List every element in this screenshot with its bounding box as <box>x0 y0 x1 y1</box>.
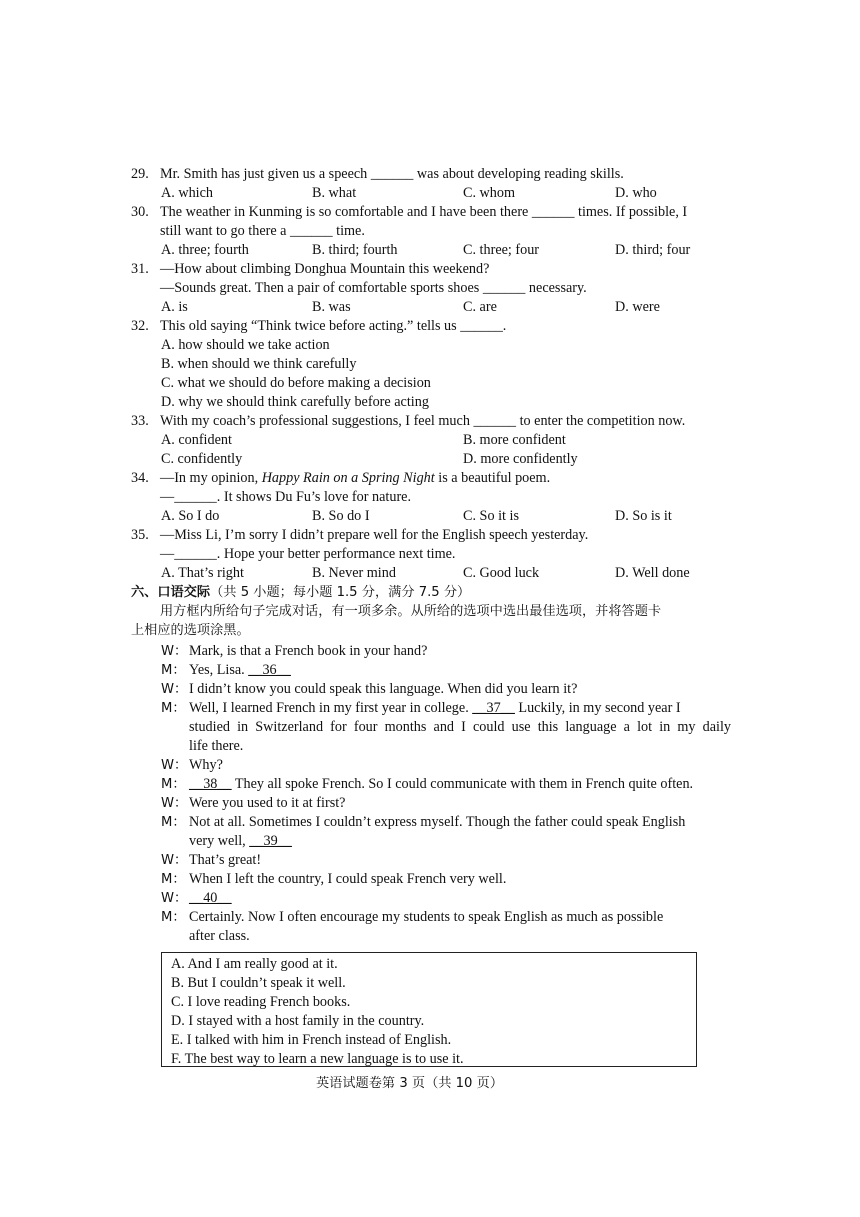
question-number: 29. <box>131 166 149 182</box>
question-number: 31. <box>131 261 149 277</box>
dialogue-line: W： __40__ <box>161 890 232 906</box>
option: A. That’s right <box>161 565 244 581</box>
question-number: 35. <box>131 527 149 543</box>
box-option: A. And I am really good at it. <box>171 956 338 972</box>
dialogue-line: M： Not at all. Sometimes I couldn’t express myself. Though the father could speak English <box>161 814 686 830</box>
option: C. Good luck <box>463 565 540 581</box>
option: D. who <box>615 185 657 201</box>
question-stem: —How about climbing Donghua Mountain this weekend? <box>160 261 490 277</box>
dialogue-line: W： Mark, is that a French book in your hand? <box>161 643 428 659</box>
option: C. So it is <box>463 508 519 524</box>
section-title: 六、口语交际（共 5 小题；每小题 1.5 分，满分 7.5 分） <box>131 585 471 600</box>
option: B. when should we think carefully <box>161 356 357 372</box>
option: D. third; four <box>615 242 691 258</box>
option: B. what <box>312 185 357 201</box>
answer-blank: __38__ <box>189 776 232 792</box>
question-stem: With my coach’s professional suggestions, I feel much ______ to enter the competition now. <box>160 413 686 429</box>
option: B. So do I <box>312 508 370 524</box>
section-instruction: 用方框内所给句子完成对话，有一项多余。从所给的选项中选出最佳选项，并将答题卡 <box>160 604 662 619</box>
dialogue-line: M： When I left the country, I could speak French very well. <box>161 871 507 887</box>
option: C. three; four <box>463 242 540 258</box>
poem-title: Happy Rain on a Spring Night <box>261 470 435 486</box>
option: A. three; fourth <box>161 242 249 258</box>
answer-blank: __40__ <box>189 890 232 906</box>
option: A. confident <box>161 432 232 448</box>
dialogue-line: M： Yes, Lisa. __36__ <box>161 662 291 678</box>
question-stem: —Sounds great. Then a pair of comfortable sports shoes ______ necessary. <box>160 280 587 296</box>
option: A. which <box>161 185 214 201</box>
question-stem: Mr. Smith has just given us a speech ______ was about developing reading skills. <box>160 166 624 182</box>
question-stem: This old saying “Think twice before acting.” tells us ______. <box>160 318 507 334</box>
option: A. So I do <box>161 508 220 524</box>
option: B. third; fourth <box>312 242 398 258</box>
box-option: C. I love reading French books. <box>171 994 351 1010</box>
question-number: 32. <box>131 318 149 334</box>
question-number: 33. <box>131 413 149 429</box>
question-stem: —______. It shows Du Fu’s love for nature. <box>160 489 412 505</box>
question-stem: —Miss Li, I’m sorry I didn’t prepare well for the English speech yesterday. <box>160 527 589 543</box>
answer-blank: __37__ <box>472 700 515 716</box>
dialogue-line: life there. <box>189 738 244 754</box>
dialogue-line: M： Certainly. Now I often encourage my students to speak English as much as possible <box>161 909 664 925</box>
option: C. are <box>463 299 497 315</box>
question-number: 34. <box>131 470 149 486</box>
question-stem: —______. Hope your better performance next time. <box>160 546 456 562</box>
answer-blank: __39__ <box>249 833 292 849</box>
dialogue-line: studied in Switzerland for four months and I could use this language a lot in my daily <box>189 719 731 735</box>
box-option: F. The best way to learn a new language is to use it. <box>171 1051 464 1067</box>
question-number: 30. <box>131 204 149 220</box>
box-option: D. I stayed with a host family in the country. <box>171 1013 425 1029</box>
box-option: B. But I couldn’t speak it well. <box>171 975 346 991</box>
dialogue-line: after class. <box>189 928 250 944</box>
option: C. whom <box>463 185 516 201</box>
dialogue-line: W： I didn’t know you could speak this language. When did you learn it? <box>161 681 578 697</box>
dialogue-line: W： That’s great! <box>161 852 262 868</box>
dialogue-line: very well, __39__ <box>189 833 292 849</box>
option: A. is <box>161 299 188 315</box>
option: A. how should we take action <box>161 337 330 353</box>
option: C. what we should do before making a decision <box>161 375 431 391</box>
answer-blank: __36__ <box>248 662 291 678</box>
question-stem: still want to go there a ______ time. <box>160 223 365 239</box>
option: D. So is it <box>615 508 672 524</box>
option: B. more confident <box>463 432 566 448</box>
option: B. was <box>312 299 351 315</box>
box-option: E. I talked with him in French instead of English. <box>171 1032 452 1048</box>
option: D. Well done <box>615 565 690 581</box>
option: D. were <box>615 299 660 315</box>
question-stem: —In my opinion, Happy Rain on a Spring Night is a beautiful poem. <box>160 470 551 486</box>
page-footer: 英语试题卷第 3 页（共 10 页） <box>316 1076 504 1091</box>
question-stem: The weather in Kunming is so comfortable and I have been there ______ times. If possible, I <box>160 204 688 220</box>
dialogue-line: M： __38__ They all spoke French. So I could communicate with them in French quite often. <box>161 776 694 792</box>
option: B. Never mind <box>312 565 396 581</box>
dialogue-line: M： Well, I learned French in my first year in college. __37__ Luckily, in my second year I <box>161 700 681 716</box>
dialogue-line: W： Were you used to it at first? <box>161 795 346 811</box>
option: D. why we should think carefully before acting <box>161 394 429 410</box>
section-instruction: 上相应的选项涂黑。 <box>131 623 250 638</box>
option: D. more confidently <box>463 451 578 467</box>
dialogue-line: W： Why? <box>161 757 223 773</box>
option: C. confidently <box>161 451 243 467</box>
